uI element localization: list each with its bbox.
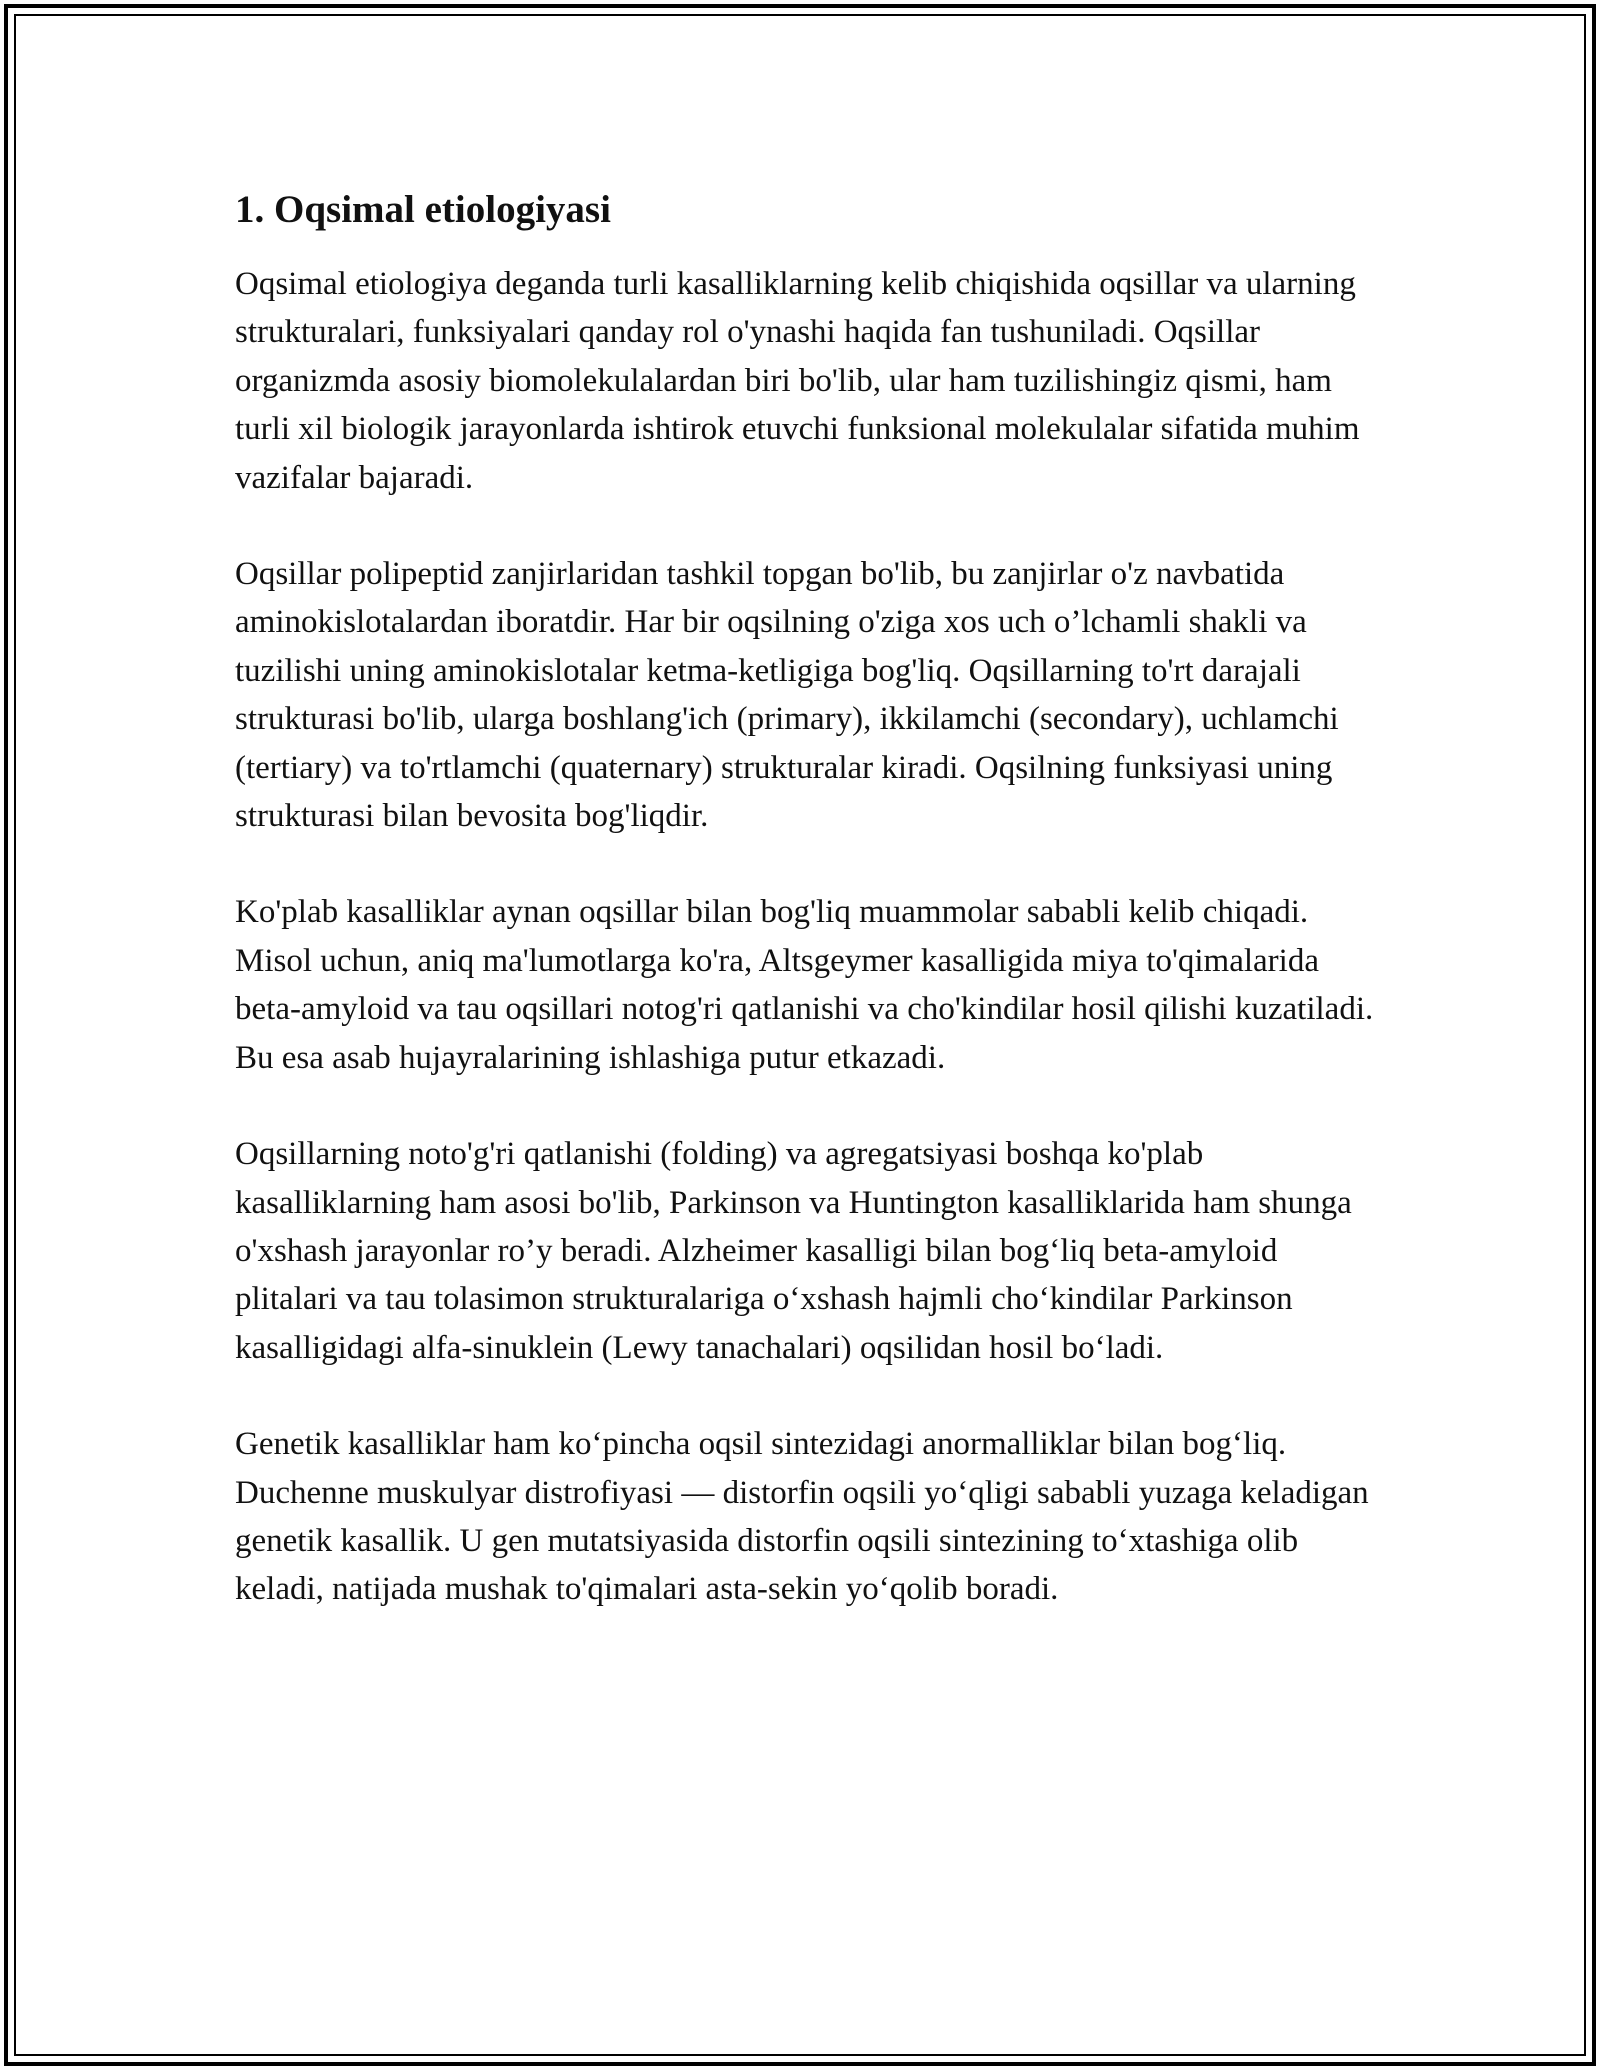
paragraph-3: Ko'plab kasalliklar aynan oqsillar bilan bog'liq muammolar sababli kelib chiqadi. Misol uchun, aniq ma'lumotlarga ko'ra, Altsgeymer kasalligida miya to'qimalarida beta-amyloid va tau oqsillari notog'ri qatlanishi va cho'kindilar hosil qilishi kuzatiladi. Bu esa asab hujayralarining ishlashiga putur etkazadi.: [235, 894, 1374, 1076]
paragraph-5: Genetik kasalliklar ham ko‘pincha oqsil sintezidagi anormalliklar bilan bog‘liq. Duchenne muskulyar distrofiyasi — distorfin oqsili yo‘qligi sababli yuzaga keladigan genetik kasallik. U gen mutatsiyasida distorfin oqsili sintezining to‘xtashiga olib keladi, natijada mushak to'qimalari asta-sekin yo‘qolib boradi.: [235, 1426, 1369, 1608]
paragraph-2: Oqsillar polipeptid zanjirlaridan tashkil topgan bo'lib, bu zanjirlar o'z navbatida aminokislotalardan iboratdir. Har bir oqsilning o'ziga xos uch o’lchamli shakli va tuzilishi uning aminokislotalar ketma-ketligiga bog'liq. Oqsillarning to'rt darajali strukturasi bo'lib, ularga boshlang'ich (primary), ikkilamchi (secondary), uchlamchi (tertiary) va to'rtlamchi (quaternary) strukturalar kiradi. Oqsilning funksiyasi uning strukturasi bilan bevosita bog'liqdir.: [235, 556, 1339, 835]
document-body: [235, 186, 1375, 1662]
section-heading: 1. Oqsimal etiologiyasi: [235, 188, 611, 231]
paragraph-4: Oqsillarning noto'g'ri qatlanishi (folding) va agregatsiyasi boshqa ko'plab kasalliklarning ham asosi bo'lib, Parkinson va Huntington kasalliklarida ham shunga o'xshash jarayonlar ro’y beradi. Alzheimer kasalligi bilan bog‘liq beta-amyloid plitalari va tau tolasimon strukturalariga o‘xshash hajmli cho‘kindilar Parkinson kasalligidagi alfa-sinuklein (Lewy tanachalari) oqsilidan hosil bo‘ladi.: [235, 1136, 1352, 1366]
paragraph-1: Oqsimal etiologiya deganda turli kasalliklarning kelib chiqishida oqsillar va ularning strukturalari, funksiyalari qanday rol o'ynashi haqida fan tushuniladi. Oqsillar organizmda asosiy biomolekulalardan biri bo'lib, ular ham tuzilishingiz qismi, ham turli xil biologik jarayonlarda ishtirok etuvchi funksional molekulalar sifatida muhim vazifalar bajaradi.: [235, 266, 1360, 496]
